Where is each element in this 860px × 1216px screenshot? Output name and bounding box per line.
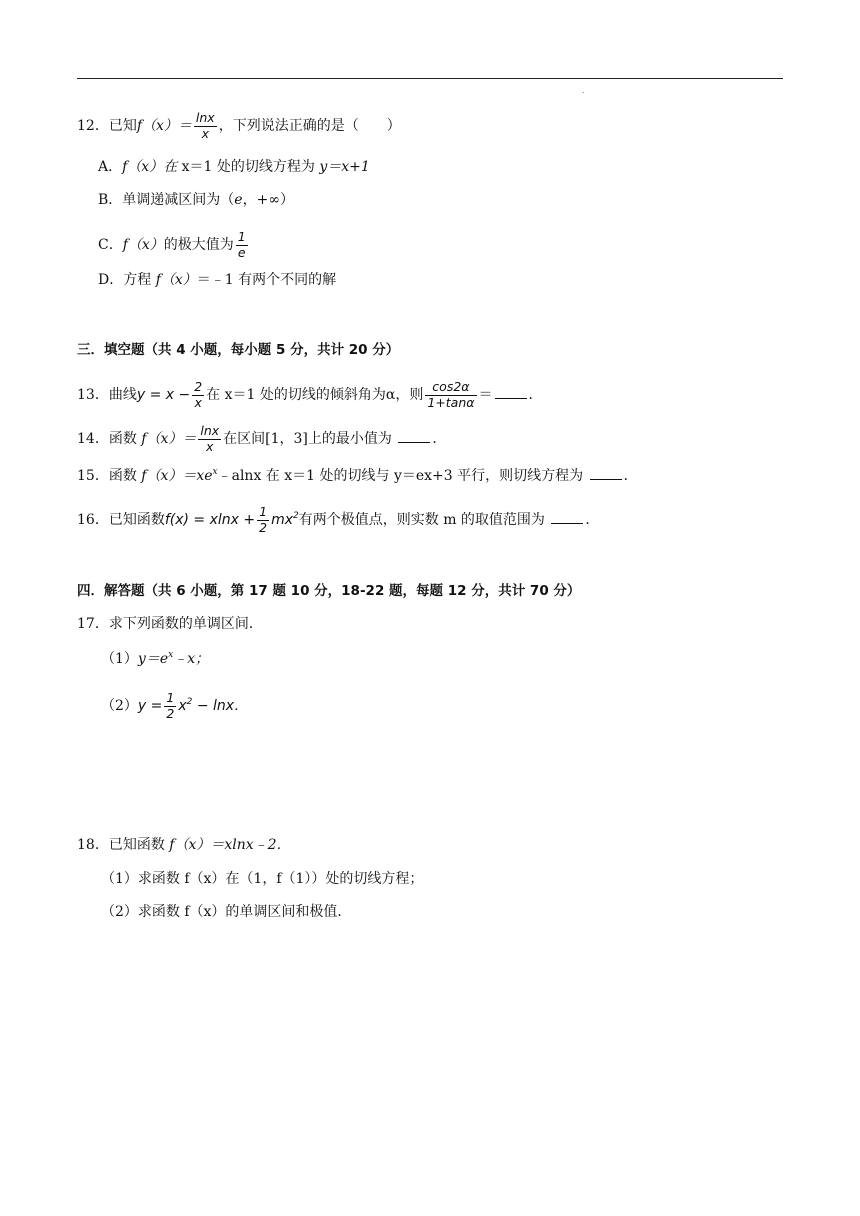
q18-part-2: （2）求函数 f（x）的单调区间和极值． xyxy=(101,904,352,920)
q14-tail: 在区间[1，3]上的最小值为 xyxy=(223,431,397,447)
q16-f-den: 2 xyxy=(259,519,268,535)
option-d-fx: f（x） xyxy=(155,272,197,288)
q16-eq-post: mx xyxy=(271,512,294,528)
q12-fraction xyxy=(194,112,217,140)
q17-p2-eq: y = xyxy=(137,698,163,714)
q12-frac-den: x xyxy=(201,125,209,141)
q12-option-a xyxy=(98,157,370,177)
q12-option-b xyxy=(98,190,294,210)
q17-p2-tail: − lnx． xyxy=(192,698,249,714)
question-14: 14．函数 f（x）＝ $\frac{\ln x}{x}$ 在区间[1，3]上的最小值为 ． xyxy=(77,423,447,454)
question-17: 17．求下列函数的单调区间． xyxy=(77,616,263,632)
q12-tail: ，下列说法正确的是（ ） xyxy=(218,118,401,134)
question-15: 15．函数 $f(x)=xe^x﹣alnx$ 在 x＝1 处的切线与 y＝ex+3 平行，则切线方程为 ． xyxy=(77,467,638,484)
q17-p1-tail: ﹣x； xyxy=(173,651,210,667)
section-3-heading: 三．填空题（共 4 小题，每小题 5 分，共计 20 分） xyxy=(77,342,400,358)
q14-frac-den: x xyxy=(206,438,214,454)
option-c-num: 1 xyxy=(237,229,246,244)
q15-sup: x xyxy=(212,467,218,477)
q14-answer-blank[interactable] xyxy=(398,430,430,443)
q13-lead: 13．曲线 xyxy=(77,387,137,403)
q17-p2-den: 2 xyxy=(166,705,175,721)
option-c-label: C． xyxy=(98,237,123,253)
header-mark: . xyxy=(582,86,585,95)
q16-f-num: 1 xyxy=(259,504,268,519)
q16-fraction xyxy=(257,506,269,534)
q16-sup: 2 xyxy=(293,511,299,521)
q12-option-d xyxy=(98,270,336,290)
q16-eq: f(x) = xlnx + xyxy=(164,512,256,528)
q16-tail: 有两个极值点，则实数 m 的取值范围为 xyxy=(298,512,550,528)
q17-p2-label: （2） xyxy=(101,698,138,714)
q13-f1-num: 2 xyxy=(194,379,203,394)
option-b-tail: ，+∞） xyxy=(242,192,294,208)
q13-fraction-2 xyxy=(425,381,476,409)
q18-fx: f（x）＝xlnx﹣2． xyxy=(169,837,291,853)
q16-lead: 16．已知函数 xyxy=(77,512,165,528)
q17-part-1 xyxy=(101,649,209,669)
q17-p1-eq: y＝e xyxy=(137,651,169,667)
option-a-eq: y＝x+1 xyxy=(319,159,370,175)
option-c-text: 的极大值为 xyxy=(163,237,234,253)
option-d-label: D．方程 xyxy=(98,272,156,288)
q18-lead: 18．已知函数 xyxy=(77,837,170,853)
q15-answer-blank[interactable] xyxy=(590,467,622,480)
q13-f2-den: 1+tanα xyxy=(427,394,475,410)
q15-fx: f（x）＝xe xyxy=(141,468,213,484)
option-c-fraction xyxy=(236,231,248,259)
q13-f1-den: x xyxy=(194,394,202,410)
q14-fx: f（x）＝ xyxy=(141,431,197,447)
q17-part-2 xyxy=(101,692,248,720)
option-c-fx: f（x） xyxy=(122,237,164,253)
q15-lead: 15．函数 xyxy=(77,468,142,484)
option-c-den: e xyxy=(237,244,246,260)
question-16: 16．已知函数f(x) = xlnx + $\frac{1}{2}$ $mx^2$有两个极值点，则实数 m 的取值范围为 ． xyxy=(77,504,600,535)
question-13: 13．曲线y = x − $\frac{2}{x}$ 在 x＝1 处的切线的倾斜角为α，则 $\frac{\cos 2\alpha}{1+\tan\alpha}$ ＝ ． xyxy=(77,379,543,410)
question-12 xyxy=(77,112,401,140)
q13-f2-num: cos2α xyxy=(425,381,476,396)
option-a-text: x＝1 处的切线方程为 xyxy=(181,159,320,175)
option-a-fx: f（x）在 xyxy=(122,159,182,175)
q17-p1-label: （1） xyxy=(101,651,138,667)
header-rule xyxy=(77,78,783,79)
q17-p2-num: 1 xyxy=(166,690,175,705)
q18-part-1: （1）求函数 f（x）在（1，f（1））处的切线方程； xyxy=(101,871,424,887)
q17-p2-x: x xyxy=(178,698,187,714)
option-b-e: e xyxy=(234,192,243,208)
q17-p1-sup: x xyxy=(168,650,174,660)
option-b-text: B．单调递减区间为（ xyxy=(98,192,235,208)
q14-lead: 14．函数 xyxy=(77,431,142,447)
q12-option-c xyxy=(98,231,250,259)
q17-p2-sup: 2 xyxy=(186,697,193,707)
q12-fx: f（x）＝ xyxy=(136,118,192,134)
q17-p2-fraction xyxy=(164,692,176,720)
q12-lead: 12．已知 xyxy=(77,118,137,134)
q13-tail: ＝ xyxy=(478,387,493,403)
q15-mid: ﹣alnx 在 x＝1 处的切线与 y＝ex+3 平行，则切线方程为 xyxy=(217,468,588,484)
q16-answer-blank[interactable] xyxy=(551,511,583,524)
q13-answer-blank[interactable] xyxy=(495,386,527,399)
question-18 xyxy=(77,835,291,855)
q14-frac-num: lnx xyxy=(200,423,220,438)
q12-frac-num: lnx xyxy=(195,110,215,125)
option-a-label: A． xyxy=(98,159,123,175)
section-4-heading: 四．解答题（共 6 小题，第 17 题 10 分，18-22 题，每题 12 分，共计 70 分） xyxy=(77,583,581,599)
q13-mid: 在 x＝1 处的切线的倾斜角为α，则 xyxy=(206,387,424,403)
q14-fraction xyxy=(198,425,221,453)
option-d-tail: ＝﹣1 有两个不同的解 xyxy=(196,272,337,288)
q13-eq: y = x − xyxy=(136,387,191,403)
q13-fraction-1 xyxy=(192,381,204,409)
